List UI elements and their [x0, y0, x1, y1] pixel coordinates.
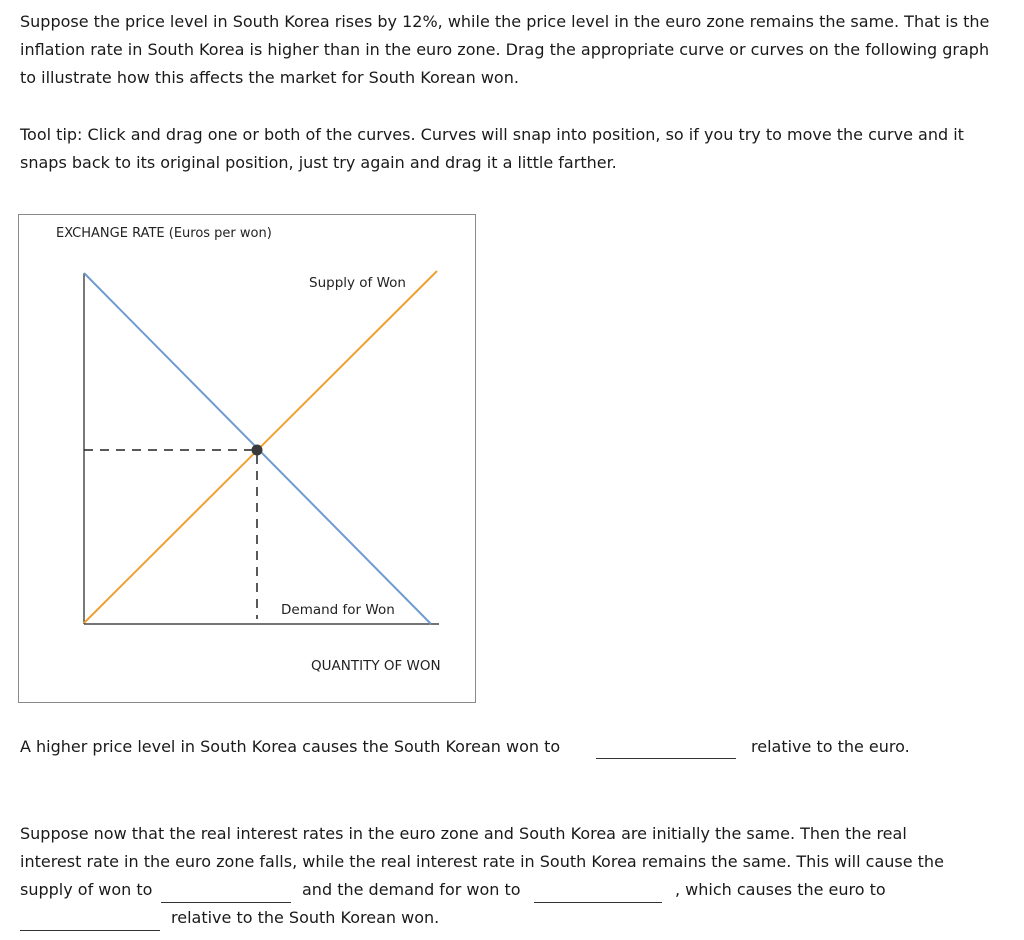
question2-line1: Suppose now that the real interest rates in the euro zone and South Korea are initially the same. Then the real: [20, 824, 907, 843]
demand-curve-label: Demand for Won: [281, 602, 395, 618]
y-axis-label: EXCHANGE RATE (Euros per won): [56, 226, 272, 241]
exchange-rate-graph: [18, 214, 476, 703]
supply-answer-blank[interactable]: [161, 902, 291, 903]
intro-paragraph: Suppose the price level in South Korea rises by 12%, while the price level in the euro zone remains the same. That is the inflation rate in South Korea is higher than in the euro zone. Drag the appropriate curve or curves on the following graph to illustrate how this affects the market for South Korean won.: [20, 12, 990, 87]
question2-line2: interest rate in the euro zone falls, while the real interest rate in South Korea remains the same. This will cause the: [20, 852, 944, 871]
question1-text: A higher price level in South Korea causes the South Korean won to: [20, 737, 561, 756]
question2-euro-prefix: , which causes the euro to: [675, 880, 886, 899]
x-axis-label: QUANTITY OF WON: [311, 658, 441, 674]
graph-canvas: [19, 215, 477, 704]
demand-answer-blank[interactable]: [534, 902, 662, 903]
question2-demand-prefix: and the demand for won to: [302, 880, 521, 899]
question1-suffix: relative to the euro.: [751, 737, 910, 756]
euro-answer-blank[interactable]: [20, 930, 160, 931]
question2-supply-prefix: supply of won to: [20, 880, 153, 899]
supply-curve-label: Supply of Won: [309, 275, 406, 291]
equilibrium-point: [252, 445, 263, 456]
tooltip-paragraph: Tool tip: Click and drag one or both of the curves. Curves will snap into position, so if you try to move the curve and it snaps back to its original position, just try again and drag it a little farther.: [20, 125, 964, 172]
question2-suffix: relative to the South Korean won.: [171, 908, 440, 927]
question1-answer-blank[interactable]: [596, 758, 736, 759]
